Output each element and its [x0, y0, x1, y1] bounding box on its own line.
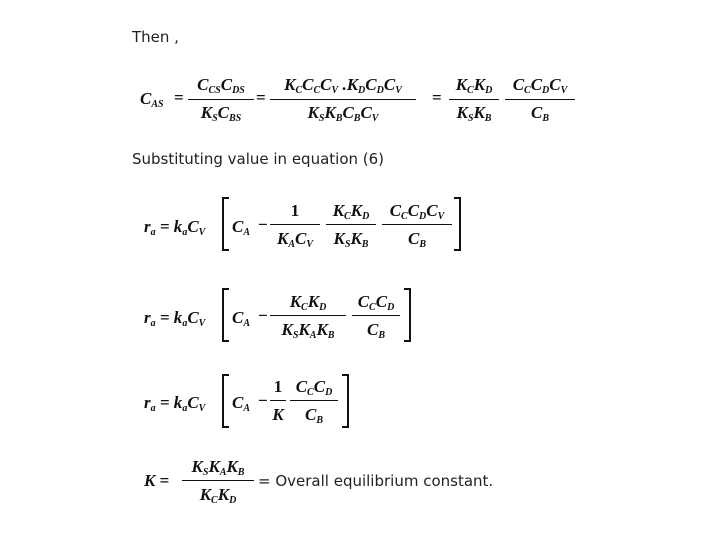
eq2-f1-denominator: $K_AC_V$ [276, 229, 314, 250]
right-bracket [454, 197, 461, 251]
eq1-f4-numerator: $C_CC_DC_V$ [512, 75, 568, 96]
eq2-lhs: $r_a = k_aC_V$ [144, 217, 206, 238]
eq1-fraction-1 [188, 76, 254, 126]
eq1-lhs: $C_{AS}$ [140, 89, 164, 110]
fraction-bar [270, 315, 346, 316]
eq2-f2-denominator: $K_SK_B$ [333, 229, 369, 250]
fraction-bar [270, 400, 286, 401]
eq2-f3-numerator: $C_CC_DC_V$ [389, 201, 445, 222]
eq3-minus: − [258, 306, 268, 325]
eq4-fraction-2 [290, 378, 338, 428]
eq5-fraction [182, 458, 254, 508]
fraction-bar [382, 224, 452, 225]
eq4-f2-numerator: $C_CC_D$ [295, 377, 333, 398]
eq3-ca: $C_A$ [232, 308, 251, 329]
eq5-lhs: K = [144, 471, 170, 490]
fraction-bar [270, 224, 320, 225]
eq4-f1-denominator: K [272, 405, 284, 424]
substitute-text: Substituting value in equation (6) [132, 150, 385, 168]
eq3-f2-numerator: $C_CC_D$ [357, 292, 395, 313]
eq1-equals-2: = [256, 88, 266, 107]
eq1-fraction-3 [449, 76, 499, 126]
eq1-f3-numerator: $K_CK_D$ [455, 75, 493, 96]
eq2-f2-numerator: $K_CK_D$ [332, 201, 370, 222]
eq4-f1-numerator: 1 [273, 377, 283, 396]
left-bracket [222, 288, 229, 342]
fraction-bar [182, 480, 254, 481]
eq3-lhs: $r_a = k_aC_V$ [144, 308, 206, 329]
eq1-f2-denominator: $K_SK_BC_BC_V$ [307, 103, 379, 124]
eq1-equals-3: = [432, 88, 442, 107]
eq5-denominator: $K_CK_D$ [199, 485, 237, 506]
right-bracket [404, 288, 411, 342]
eq3-fraction-2 [352, 293, 400, 343]
fraction-bar [270, 99, 416, 100]
eq3-f1-denominator: $K_SK_AK_B$ [281, 320, 335, 341]
eq1-f4-denominator: $C_B$ [530, 103, 549, 124]
eq2-fraction-2 [326, 202, 376, 252]
eq3-f1-numerator: $K_CK_D$ [289, 292, 327, 313]
intro-text: Then , [132, 28, 179, 46]
eq1-fraction-2 [270, 76, 416, 126]
fraction-bar [352, 315, 400, 316]
eq1-fraction-4 [505, 76, 575, 126]
eq4-ca: $C_A$ [232, 393, 251, 414]
eq3-fraction-1 [270, 293, 346, 343]
eq1-f3-denominator: $K_SK_B$ [456, 103, 492, 124]
eq2-f1-numerator: 1 [290, 201, 300, 220]
eq5-numerator: $K_SK_AK_B$ [191, 457, 245, 478]
eq1-f1-denominator: $K_SC_{BS}$ [200, 103, 242, 124]
eq2-ca: $C_A$ [232, 217, 251, 238]
eq2-minus: − [258, 215, 268, 234]
eq2-fraction-3 [382, 202, 452, 252]
eq1-equals-1: = [174, 88, 184, 107]
fraction-bar [188, 99, 254, 100]
fraction-bar [290, 400, 338, 401]
eq4-minus: − [258, 391, 268, 410]
left-bracket [222, 374, 229, 428]
eq1-f2-numerator: $K_CC_CC_V$ $.K_DC_DC_V$ [284, 75, 402, 96]
eq2-f3-denominator: $C_B$ [407, 229, 426, 250]
fraction-bar [326, 224, 376, 225]
eq1-f1-numerator: $C_{CS}C_{DS}$ [197, 75, 245, 96]
left-bracket [222, 197, 229, 251]
eq4-f2-denominator: $C_B$ [304, 405, 323, 426]
eq2-fraction-1 [270, 202, 320, 252]
right-bracket [342, 374, 349, 428]
fraction-bar [505, 99, 575, 100]
fraction-bar [449, 99, 499, 100]
eq4-lhs: $r_a = k_aC_V$ [144, 393, 206, 414]
overall-constant-text: = Overall equilibrium constant. [258, 472, 494, 490]
eq3-f2-denominator: $C_B$ [366, 320, 385, 341]
eq4-fraction-1 [270, 378, 286, 428]
